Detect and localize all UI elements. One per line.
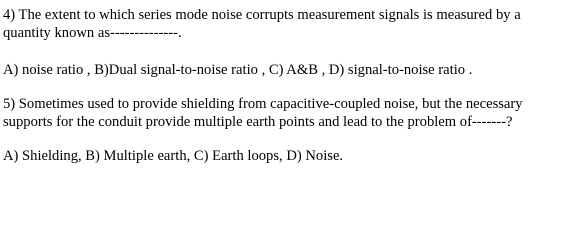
question-5-line-1: 5) Sometimes used to provide shielding from capacitive-coupled noise, but the necessary (3, 96, 523, 112)
question-4-options: A) noise ratio , B)Dual signal-to-noise ratio , C) A&B , D) signal-to-noise ratio . (3, 62, 473, 78)
question-4-line-2: quantity known as--------------. (3, 25, 182, 41)
question-5-options: A) Shielding, B) Multiple earth, C) Earth loops, D) Noise. (3, 148, 344, 164)
question-4-line-1: 4) The extent to which series mode noise corrupts measurement signals is measured by a (3, 7, 521, 23)
question-5-line-2: supports for the conduit provide multiple earth points and lead to the problem of-------? (3, 114, 513, 130)
